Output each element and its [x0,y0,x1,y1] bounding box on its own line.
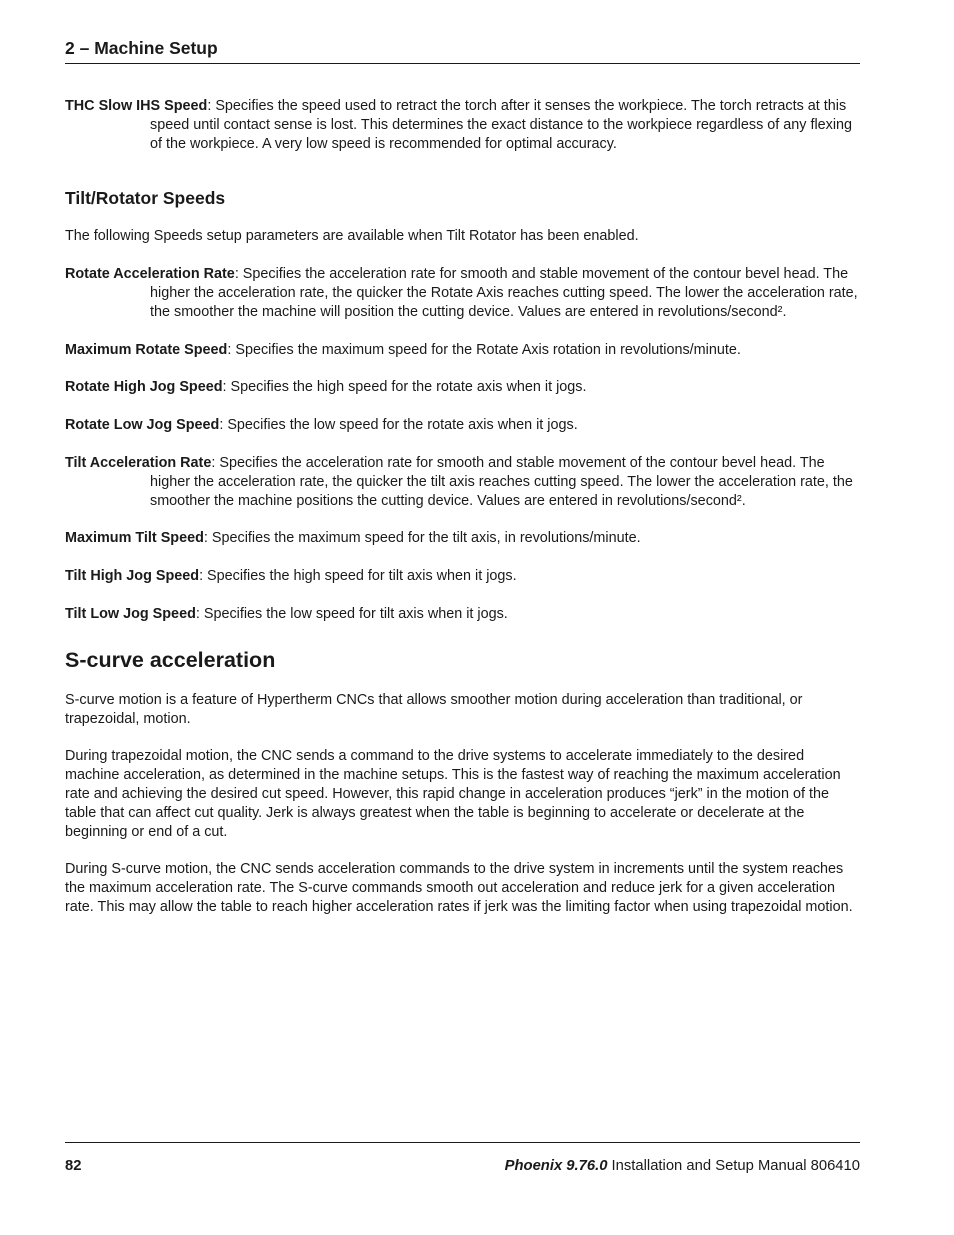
scurve-heading: S-curve acceleration [65,647,276,672]
param-desc: : Specifies the low speed for the rotate axis when it jogs. [219,417,578,434]
tilt-rotator-heading: Tilt/Rotator Speeds [65,188,226,209]
param-term: Maximum Tilt Speed [65,530,204,547]
param-tilt-high-jog-speed [65,567,860,586]
manual-name: Installation and Setup Manual 806410 [607,1158,860,1174]
param-term: Rotate Low Jog Speed [65,417,220,434]
scurve-paragraph: During trapezoidal motion, the CNC sends a command to the drive systems to accelerate immediately to the desired machine acceleration, as determined in the machine setups. This is the fastest way of reaching the maximum acceleration rate and achieving the desired cut speed. However, this rapid change in acceleration produces “jerk” in the motion of the table that can affect cut quality. Jerk is always greatest when the table is beginning to accelerate or decelerate at the beginning or end of a cut. [65,748,841,840]
param-rotate-high-jog-speed [65,378,860,397]
param-maximum-rotate-speed [65,341,860,360]
page-content [65,97,860,936]
page-header [65,36,860,64]
param-desc: : Specifies the low speed for tilt axis when it jogs. [195,605,508,622]
param-tilt-acceleration-rate [65,454,860,510]
page-number: 82 [65,1158,82,1174]
param-term: Tilt Acceleration Rate [65,454,212,471]
param-thc-slow-ihs-speed [65,97,860,153]
param-term: Tilt Low Jog Speed [65,605,196,622]
param-desc: : Specifies the acceleration rate for smooth and stable movement of the contour bevel head. The higher the acceleration rate, the quicker the tilt axis reaches cutting speed. The lower the acceleration rate, the smoother the machine positions the cutting device. Values are entered in revolutions/second². [150,454,853,509]
manual-title [505,1156,860,1176]
param-desc: : Specifies the maximum speed for the tilt axis, in revolutions/minute. [203,530,641,547]
page-footer [65,1142,860,1174]
param-desc: : Specifies the high speed for the rotate axis when it jogs. [222,379,587,396]
chapter-title: 2 – Machine Setup [65,38,218,58]
param-rotate-low-jog-speed [65,416,860,435]
param-tilt-low-jog-speed [65,605,860,624]
param-term: THC Slow IHS Speed [65,98,208,114]
param-desc: : Specifies the speed used to retract the torch after it senses the workpiece. The torch retracts at this speed until contact sense is lost. This determines the exact distance to the workpiece regardless of any flexing of the workpiece. A very low speed is recommended for optimal accuracy. [150,98,853,152]
param-desc: : Specifies the high speed for tilt axis when it jogs. [199,568,517,585]
param-desc: : Specifies the acceleration rate for smooth and stable movement of the contour bevel head. The higher the acceleration rate, the quicker the Rotate Axis reaches cutting speed. The lower the acceleration rate, the smoother the machine will position the cutting device. Values are entered in revolutions/second². [150,266,858,320]
tilt-rotator-intro: The following Speeds setup parameters are available when Tilt Rotator has been enabled. [65,228,639,245]
product-name: Phoenix 9.76.0 [504,1158,608,1174]
param-rotate-acceleration-rate [65,265,860,321]
scurve-paragraph: S-curve motion is a feature of Hypertherm CNCs that allows smoother motion during acceleration than traditional, or trapezoidal, motion. [65,691,803,727]
param-term: Tilt High Jog Speed [65,568,200,585]
param-maximum-tilt-speed [65,529,860,548]
param-term: Rotate High Jog Speed [65,379,223,396]
param-term: Rotate Acceleration Rate [65,266,235,283]
param-term: Maximum Rotate Speed [65,341,228,358]
param-desc: : Specifies the maximum speed for the Rotate Axis rotation in revolutions/minute. [227,341,741,358]
scurve-paragraph: During S-curve motion, the CNC sends acceleration commands to the drive system in increments until the system reaches the maximum acceleration rate. The S-curve commands smooth out acceleration and reduce jerk for a given acceleration rate. This may allow the table to reach higher acceleration rates if jerk was the limiting factor when using trapezoidal motion. [65,861,853,915]
